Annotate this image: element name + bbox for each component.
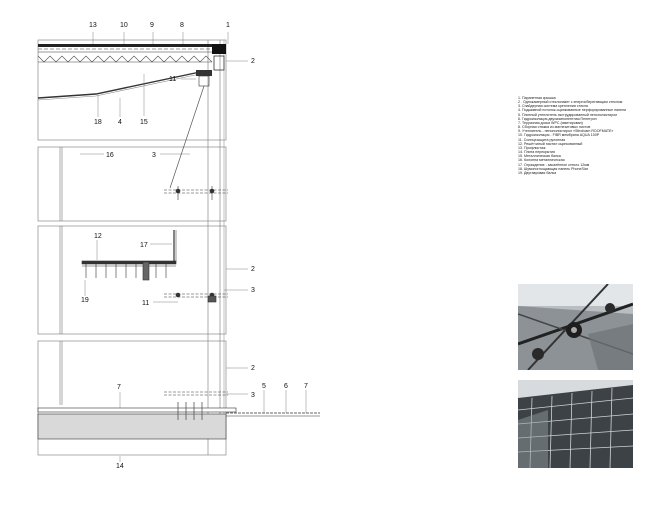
ground-slab	[38, 392, 320, 439]
callout-label: 3	[152, 152, 156, 159]
legend-item: 3. Спайдерная система крепления стекла	[518, 104, 588, 109]
callout-label: 2	[251, 266, 255, 273]
section-panel-middle	[38, 226, 226, 334]
callout-label: 2	[251, 58, 255, 65]
callout-label: 10	[120, 22, 128, 29]
callout-label: 7	[304, 383, 308, 390]
legend-item: 4. Подшивной потолок-оцинкованные перфорированные панели	[518, 108, 626, 113]
legend-item: 14. Плита перекрытия	[518, 150, 555, 155]
legend-item: 7. Терразная доска WPC (имитирован)	[518, 120, 583, 125]
section-panel-upper	[38, 147, 226, 221]
legend-item: 6. Гидроизоляция двухкомпонентная Пенетрон	[518, 116, 597, 121]
callout-label: 3	[251, 287, 255, 294]
callout-label: 19	[81, 297, 89, 304]
roof-assembly	[38, 44, 226, 188]
callout-label: 16	[106, 152, 114, 159]
callout-label: 4	[118, 119, 122, 126]
legend-list	[518, 96, 646, 175]
callout-label: 14	[116, 463, 124, 470]
callout-label: 7	[117, 384, 121, 391]
callout-label: 11	[142, 300, 150, 307]
legend-item: 15. Металлическая балка	[518, 154, 561, 159]
glass-facade-photo	[518, 380, 633, 468]
callout-label: 12	[94, 233, 102, 240]
legend-item: 13. Профлистаж	[518, 145, 546, 150]
legend-item: 12. Решётчатый настил оцинкованный	[518, 141, 583, 146]
callout-label: 6	[284, 383, 288, 390]
callout-label: 17	[140, 242, 148, 249]
callout-label: 3	[251, 392, 255, 399]
legend-item: 18. Шумопоглощающая панель PhoneSlar	[518, 166, 588, 171]
legend-item: 1. Парапетная крышка	[518, 96, 556, 100]
callout-label: 2	[251, 365, 255, 372]
legend-item: 11. Солнцезащита рулонная	[518, 137, 566, 142]
legend-item: 8. Сборная стяжка из магнезитовых листов	[518, 125, 591, 130]
callout-label: 11	[169, 76, 177, 83]
callout-label: 13	[89, 22, 97, 29]
legend-item: 2 . Однокамерный стеклопакет с энергосберегающим стеклом	[518, 100, 623, 105]
spider-fitting-photo	[518, 284, 633, 370]
legend-item: 16. Колонна металлическая	[518, 158, 565, 163]
legend-item: 17. Ограждение - закалённое стекло 12мм	[518, 162, 590, 167]
callout-label: 1	[226, 22, 230, 29]
spider-fitting-middle	[164, 293, 228, 302]
legend-item: 10. Гидроизоляция - FIBR мембрана AQUA 100P	[518, 133, 600, 138]
legend-item: 9. Утеплитель - пенополистирол «Stirofoam ROOFMATE»	[518, 129, 614, 134]
legend-item: 5. Плитный утеплитель экструдированный пенополистирол	[518, 112, 618, 117]
callout-label: 18	[94, 119, 102, 126]
spider-fitting-upper	[164, 186, 228, 200]
callout-label: 15	[140, 119, 148, 126]
callout-label: 5	[262, 383, 266, 390]
callout-label: 9	[150, 22, 154, 29]
callout-label: 8	[180, 22, 184, 29]
legend-item: 19. Двутавровая балка	[518, 170, 557, 175]
section-panel-roof	[38, 40, 226, 140]
